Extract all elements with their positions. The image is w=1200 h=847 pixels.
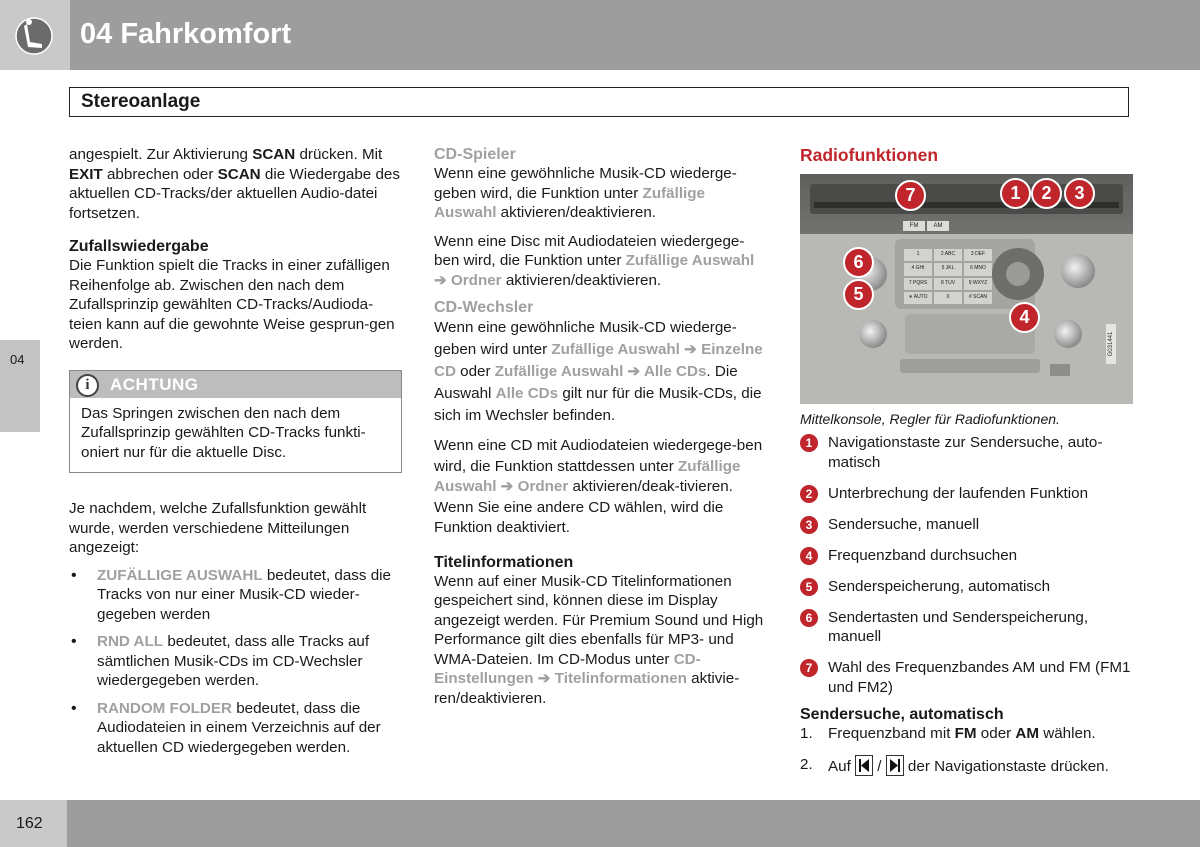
list-item: • RND ALL bedeutet, dass alle Tracks auf sämtlichen Musik-CDs im CD-Wechsler wiedergegeben werden. — [69, 632, 402, 691]
heading-radiofunktionen: Radiofunktionen — [800, 145, 939, 165]
list-item: 3 Sendersuche, manuell — [800, 515, 1135, 535]
number-badge: 2 — [800, 485, 818, 503]
number-badge: 7 — [800, 659, 818, 677]
callout-2: 2 — [1031, 178, 1062, 209]
number-badge: 3 — [800, 516, 818, 534]
warning-box — [69, 370, 402, 474]
info-icon: i — [76, 374, 99, 397]
steps-list — [800, 724, 1135, 776]
legend-list — [800, 433, 1135, 697]
list-item: 4 Frequenzband durchsuchen — [800, 546, 1135, 566]
page-number: 162 — [16, 815, 43, 832]
callout-3: 3 — [1064, 178, 1095, 209]
callout-7: 7 — [895, 180, 926, 211]
list-item: 6 Sendertasten und Senderspeicherung, manuell — [800, 608, 1135, 647]
message-intro: Je nachdem, welche Zufallsfunktion gewählt wurde, werden verschiedene Mitteilungen angezeigt: — [69, 500, 367, 556]
side-tab-label: 04 — [10, 352, 25, 367]
zufall-paragraph: Die Funktion spielt die Tracks in einer zufälligen Reihenfolge ab. Zwischen den nach dem Zufallsprinzip gewählten CD-Tracks/Audioda-teien kann auf die gewohnte Weise gesprun-gen werden. — [69, 257, 395, 352]
chapter-icon-box — [0, 0, 70, 70]
column-right — [800, 145, 1135, 787]
cd-wechsler-paragraph-2: Wenn eine CD mit Audiodateien wiedergege-ben wird, die Funktion stattdessen unter Zufällige Auswahl ➔ Ordner aktivieren/deak-tivieren. Wenn Sie eine andere CD wählen, wird die Funktion deaktiviert. — [434, 437, 763, 536]
preset-key[interactable]: # SCAN — [964, 292, 992, 304]
list-item: • RANDOM FOLDER bedeutet, dass die Audiodateien in einem Verzeichnis auf der aktuellen CD wiedergegeben werden. — [69, 699, 402, 758]
heading-cd-spieler: CD-Spieler — [434, 146, 516, 163]
cd-spieler-paragraph-2: Wenn eine Disc mit Audiodateien wiedergege-ben wird, die Funktion unter Zufällige Auswahl ➔ Ordner aktivieren/deaktivieren. — [434, 232, 755, 289]
preset-key[interactable]: 5 JKL — [934, 263, 962, 275]
preset-key[interactable]: 0 — [934, 292, 962, 304]
warning-header — [70, 371, 401, 398]
list-item: 1 Navigationstaste zur Sendersuche, auto-matisch — [800, 433, 1135, 472]
section-title: Stereoanlage — [81, 91, 201, 112]
callout-1: 1 — [1000, 178, 1031, 209]
heading-titelinformationen: Titelinformationen — [434, 553, 574, 571]
message-list — [69, 566, 402, 758]
step-item: 2. Auf / der Navigationstaste drücken. — [800, 755, 1109, 775]
callout-6: 6 — [843, 247, 874, 278]
preset-keypad — [904, 249, 992, 304]
step-item: 1. Frequenzband mit FM oder AM wählen. — [800, 725, 1096, 742]
intro-paragraph: angespielt. Zur Aktivierung SCAN drücken. Mit EXIT abbrechen oder SCAN die Wiedergabe des aktuellen CD-Tracks/der aktuellen Audio-datei fortsetzen. — [69, 146, 400, 222]
preset-key[interactable]: 6 MNO — [964, 263, 992, 275]
preset-key[interactable]: 9 WXYZ — [964, 278, 992, 290]
chapter-title: 04 Fahrkomfort — [80, 18, 292, 50]
list-item: 2 Unterbrechung der laufenden Funktion — [800, 484, 1135, 504]
heading-cd-wechsler: CD-Wechsler — [434, 299, 534, 316]
cd-spieler-paragraph-1: Wenn eine gewöhnliche Musik-CD wiederge-geben wird, die Funktion unter Zufällige Auswahl aktivieren/deaktivieren. — [434, 165, 737, 221]
callout-5: 5 — [843, 279, 874, 310]
number-badge: 1 — [800, 434, 818, 452]
warning-text: Das Springen zwischen den nach dem Zufallsprinzip gewählten CD-Tracks funkti-oniert nur für die aktuelle Disc. — [81, 404, 366, 461]
number-badge: 4 — [800, 547, 818, 565]
callout-4: 4 — [1009, 302, 1040, 333]
column-middle — [434, 145, 769, 708]
preset-key[interactable]: ∗ AUTO — [904, 292, 932, 304]
chapter-side-tab — [0, 340, 40, 432]
preset-key[interactable]: 2 ABC — [934, 249, 962, 261]
preset-key[interactable]: 7 PQRS — [904, 278, 932, 290]
list-item: 7 Wahl des Frequenzbandes AM und FM (FM1 und FM2) — [800, 658, 1135, 697]
preset-key[interactable]: 3 DEF — [964, 249, 992, 261]
warning-title: ACHTUNG — [110, 374, 199, 394]
seat-icon — [0, 0, 70, 70]
preset-key[interactable]: 1 — [904, 249, 932, 261]
photo-caption: Mittelkonsole, Regler für Radiofunktionen. — [800, 411, 1060, 427]
preset-key[interactable]: 8 TUV — [934, 278, 962, 290]
list-item: 5 Senderspeicherung, automatisch — [800, 577, 1135, 597]
page-footer — [0, 800, 1200, 847]
am-button[interactable]: AM — [927, 221, 949, 231]
titel-paragraph: Wenn auf einer Musik-CD Titelinformationen gespeichert sind, können diese im Display angezeigt werden. Für Premium Sound und High Performance gilt dies ebenfalls für MP3- und WMA-Dateien. Im CD-Modus unter CD-Einstellungen ➔ Titelinformationen aktivie-ren/deaktivieren. — [434, 572, 764, 707]
nav-right-icon — [886, 755, 904, 776]
section-title-bar — [69, 87, 1129, 117]
list-item: • ZUFÄLLIGE AUSWAHL bedeutet, dass die Tracks von nur einer Musik-CD wieder-gegeben werden — [69, 566, 402, 625]
number-badge: 6 — [800, 609, 818, 627]
cd-wechsler-paragraph-1: Wenn eine gewöhnliche Musik-CD wiederge-geben wird unter Zufällige Auswahl ➔ Einzelne CD oder Zufällige Auswahl ➔ Alle CDs. Die Auswahl Alle CDs gilt nur für die Musik-CDs, die sich im Wechsler befinden. — [434, 319, 763, 424]
column-left — [69, 145, 402, 765]
fm-button[interactable]: FM — [903, 221, 925, 231]
number-badge: 5 — [800, 578, 818, 596]
center-console-photo — [800, 174, 1133, 404]
nav-left-icon — [855, 755, 873, 776]
photo-code: G031441 — [1106, 324, 1116, 364]
page-number-box — [0, 800, 67, 847]
heading-zufallswiedergabe: Zufallswiedergabe — [69, 238, 209, 255]
preset-key[interactable]: 4 GHI — [904, 263, 932, 275]
heading-sendersuche-automatisch: Sendersuche, automatisch — [800, 706, 1004, 723]
